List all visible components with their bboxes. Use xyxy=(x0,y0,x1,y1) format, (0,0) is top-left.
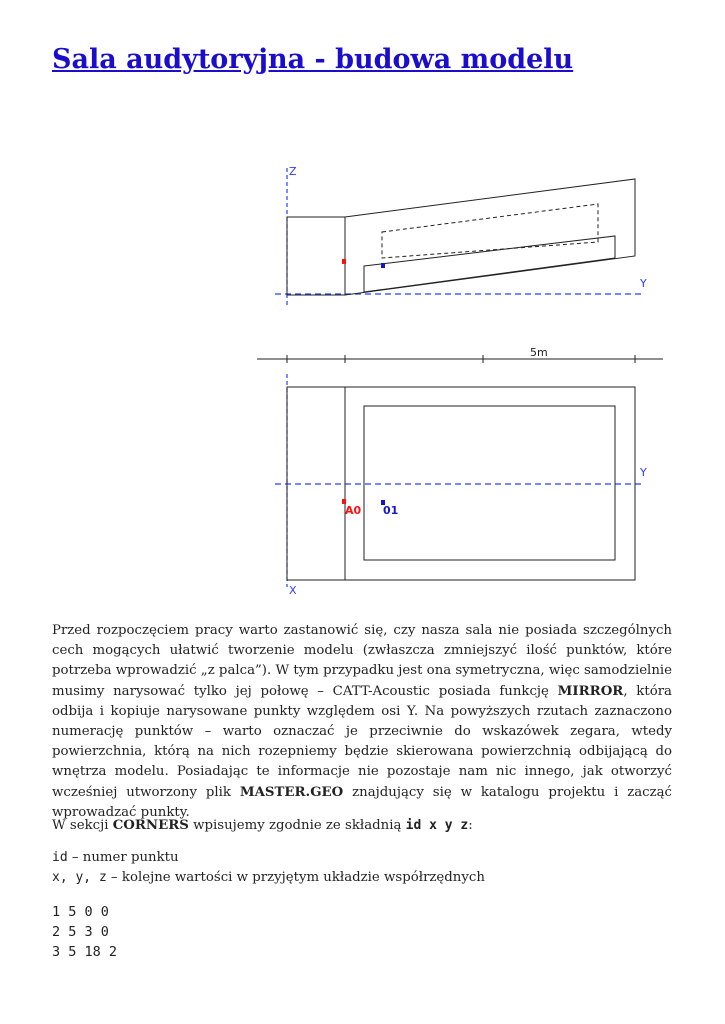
definition-xyz: x, y, z – kolejne wartości w przyjętym układzie współrzędnych xyxy=(52,870,485,886)
plan-view xyxy=(275,374,647,597)
side-view xyxy=(275,165,647,305)
side-point-a0-marker xyxy=(342,259,346,264)
syntax-definitions xyxy=(52,848,485,888)
hall-outline xyxy=(345,179,635,295)
definition-id: id – numer punktu xyxy=(52,850,179,865)
corners-keyword: CORNERS xyxy=(112,818,189,833)
intro-text-2: , która odbija i kopiuje narysowane punkty względem osi Y. Na powyższych rzutach zaznaczono numerację punktów – warto oznaczać je przeciwnie do wskazówek zegara, wtedy powierzchnia, którą na nich rozepniemy będzie skierowana powierzchnią odbijającą do wnętrza modelu. Posiadając te informacje nie pozostaje nam nic innego, jak otworzyć wcześniej utworzony plik xyxy=(52,683,672,800)
side-point-01-marker xyxy=(381,263,385,268)
intro-text-3: znajdujący się w katalogu projektu i zacząć wprowadzać punkty. xyxy=(52,784,672,820)
corners-paragraph xyxy=(52,816,672,836)
intro-text-1: Przed rozpoczęciem pracy warto zastanowić się, czy nasza sala nie posiada szczególnych cech mogących ułatwić tworzenie modelu (zwłaszcza zmniejszyć ilość punktów, które potrzeba wprowadzić „z palca”). W tym przypadku jest ona symetryczna, więc samodzielnie musimy narysować tylko jej połowę – CATT-Acoustic posiada funkcję xyxy=(52,623,672,699)
corners-text-1: W sekcji xyxy=(52,818,113,833)
model-projection-figure xyxy=(250,155,670,600)
scale-label: 5m xyxy=(530,346,548,359)
corner-line: 2 5 3 0 xyxy=(52,924,109,941)
projection-drawing xyxy=(250,155,670,600)
plan-x-label: X xyxy=(289,584,297,597)
scale-bar xyxy=(257,346,663,363)
balcony-outline xyxy=(382,204,598,258)
plan-point-01-label: 01 xyxy=(383,504,399,517)
corners-text-2: wpisujemy zgodnie ze składnią xyxy=(188,818,406,833)
corners-code-block xyxy=(52,902,117,963)
intro-paragraph xyxy=(52,621,672,823)
plan-seating-outline xyxy=(364,406,615,560)
side-z-label: Z xyxy=(289,165,297,178)
corner-line: 3 5 18 2 xyxy=(52,944,118,961)
page-title[interactable]: Sala audytoryjna - budowa modelu xyxy=(52,44,574,75)
corner-line: 1 5 0 0 xyxy=(52,904,109,920)
corners-text-3: : xyxy=(468,818,473,833)
syntax-code: id x y z xyxy=(405,818,469,833)
side-y-label: Y xyxy=(640,277,647,290)
mirror-keyword: MIRROR xyxy=(557,683,624,699)
plan-point-a0-label: A0 xyxy=(345,504,362,517)
plan-y-label: Y xyxy=(640,466,647,479)
stage-block xyxy=(287,217,345,295)
master-geo-filename: MASTER.GEO xyxy=(239,784,344,800)
